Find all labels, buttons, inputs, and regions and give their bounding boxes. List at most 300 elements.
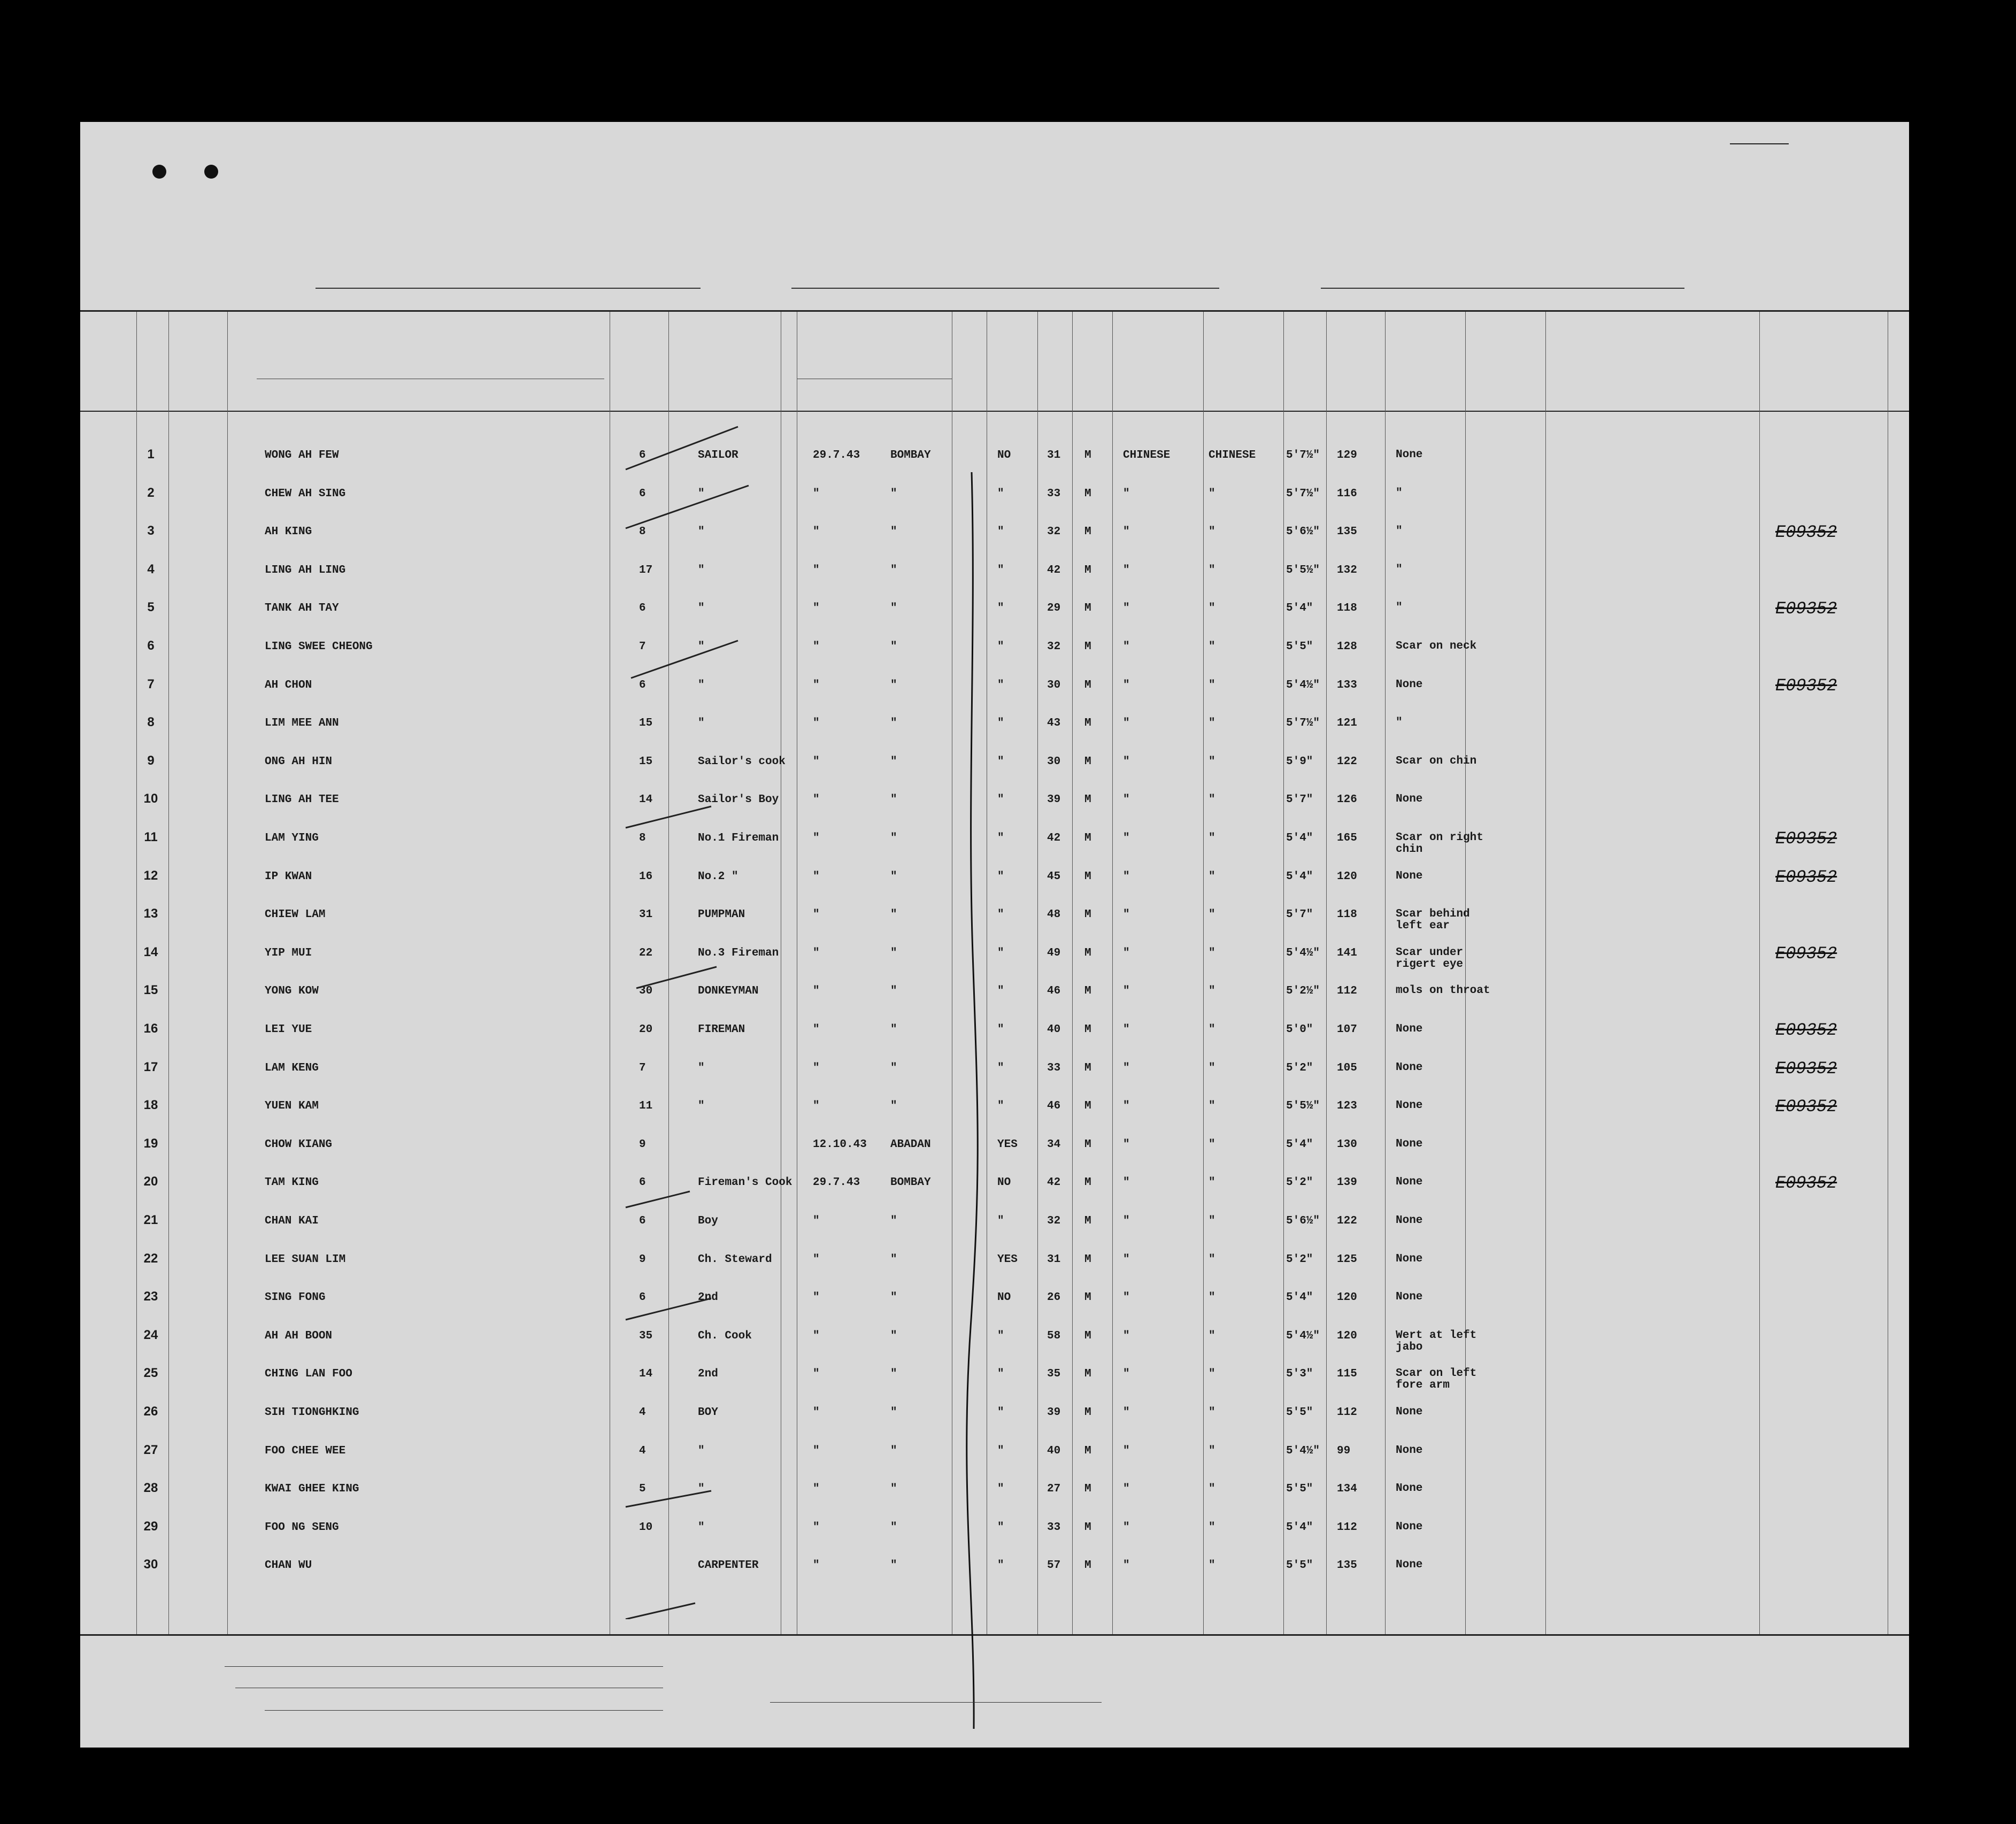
cell-service: 4 <box>639 1406 646 1419</box>
cell-position: SAILOR <box>698 449 738 461</box>
cell-height: 5'0" <box>1286 1023 1313 1036</box>
row-number: 9 <box>147 753 155 768</box>
row-number: 14 <box>143 944 158 959</box>
cell-race: " <box>1123 1023 1130 1036</box>
cell-race: " <box>1123 602 1130 615</box>
cell-height: 5'5½" <box>1286 564 1320 576</box>
column-rule <box>227 312 228 1634</box>
cell-name: CHEW AH SING <box>265 487 346 500</box>
cell-height: 5'4½" <box>1286 946 1320 959</box>
cell-nationality: " <box>1209 832 1215 844</box>
year-underline <box>1160 288 1182 289</box>
cell-nationality: " <box>1209 1100 1215 1113</box>
row-number: 25 <box>143 1366 158 1381</box>
cell-race: " <box>1123 1061 1130 1074</box>
row-number: 4 <box>147 561 155 576</box>
cell-age: 49 <box>1047 946 1061 959</box>
cell-when: 29.7.43 <box>813 449 860 461</box>
cell-race: " <box>1123 832 1130 844</box>
cell-position: Sailor's Boy <box>698 794 779 806</box>
cell-remarks-crossed: E09352 <box>1775 829 1837 849</box>
cell-age: 43 <box>1047 717 1061 730</box>
cell-age: 39 <box>1047 1406 1061 1419</box>
cell-age: 39 <box>1047 794 1061 806</box>
column-rule <box>1326 312 1327 1634</box>
cell-sex: M <box>1084 487 1091 500</box>
cell-read: " <box>997 1559 1004 1572</box>
cell-height: 5'2" <box>1286 1061 1313 1074</box>
cell-when: " <box>813 526 820 538</box>
cell-nationality: " <box>1209 985 1215 998</box>
cell-name: FOO CHEE WEE <box>265 1444 346 1457</box>
cell-age: 31 <box>1047 449 1061 461</box>
cell-race: " <box>1123 641 1130 653</box>
cell-position: PUMPMAN <box>698 909 745 921</box>
cell-where: BOMBAY <box>890 1176 931 1189</box>
cell-age: 46 <box>1047 985 1061 998</box>
row-number: 7 <box>147 676 155 691</box>
cell-nationality: " <box>1209 755 1215 768</box>
cell-race: " <box>1123 909 1130 921</box>
cell-nationality: " <box>1209 1406 1215 1419</box>
cell-where: " <box>890 1100 897 1113</box>
cell-weight: 130 <box>1337 1138 1357 1151</box>
cell-weight: 107 <box>1337 1023 1357 1036</box>
cell-when: " <box>813 1291 820 1304</box>
cell-when: " <box>813 1215 820 1227</box>
cell-sex: M <box>1084 832 1091 844</box>
cell-height: 5'4½" <box>1286 1444 1320 1457</box>
cell-where: " <box>890 641 897 653</box>
cell-service: 14 <box>639 794 653 806</box>
row-number: 30 <box>143 1557 158 1572</box>
cell-race: " <box>1123 1291 1130 1304</box>
row-number: 22 <box>143 1251 158 1266</box>
cell-sex: M <box>1084 1176 1091 1189</box>
cell-sex: M <box>1084 1521 1091 1534</box>
cell-age: 45 <box>1047 870 1061 883</box>
cell-marks: Scar on right chin <box>1396 832 1483 856</box>
cell-remarks-crossed: E09352 <box>1775 1058 1837 1079</box>
cell-service: 5 <box>639 1483 646 1496</box>
cell-weight: 132 <box>1337 564 1357 576</box>
cell-weight: 141 <box>1337 946 1357 959</box>
cell-when: " <box>813 1368 820 1381</box>
row-number: 20 <box>143 1174 158 1189</box>
cell-height: 5'5" <box>1286 1483 1313 1496</box>
cell-service: 14 <box>639 1368 653 1381</box>
cell-sex: M <box>1084 1483 1091 1496</box>
cell-service: 20 <box>639 1023 653 1036</box>
cell-when: " <box>813 1483 820 1496</box>
cell-race: " <box>1123 1444 1130 1457</box>
cell-read: " <box>997 1329 1004 1342</box>
cell-read: " <box>997 870 1004 883</box>
cell-name: LIM MEE ANN <box>265 717 339 730</box>
cell-read: " <box>997 564 1004 576</box>
cell-position: CARPENTER <box>698 1559 759 1572</box>
cell-sex: M <box>1084 946 1091 959</box>
cell-service: 8 <box>639 832 646 844</box>
cell-height: 5'7" <box>1286 794 1313 806</box>
cell-position: 2nd <box>698 1368 718 1381</box>
cell-service: 6 <box>639 679 646 691</box>
cell-race: " <box>1123 1559 1130 1572</box>
cell-marks: None <box>1396 678 1423 691</box>
cell-read: " <box>997 1368 1004 1381</box>
cell-weight: 120 <box>1337 1291 1357 1304</box>
cell-weight: 135 <box>1337 1559 1357 1572</box>
cell-race: " <box>1123 679 1130 691</box>
cell-when: " <box>813 985 820 998</box>
cell-read: " <box>997 1521 1004 1534</box>
cell-position: " <box>698 1483 705 1496</box>
cell-race: " <box>1123 1329 1130 1342</box>
cell-service: 6 <box>639 449 646 461</box>
cell-name: CHING LAN FOO <box>265 1368 352 1381</box>
cell-race: " <box>1123 1215 1130 1227</box>
cell-where: " <box>890 1559 897 1572</box>
cell-service: 4 <box>639 1444 646 1457</box>
cell-marks: " <box>1396 717 1403 729</box>
cell-position: 2nd <box>698 1291 718 1304</box>
cell-sex: M <box>1084 679 1091 691</box>
cell-when: " <box>813 794 820 806</box>
cell-height: 5'7½" <box>1286 717 1320 730</box>
cell-race: " <box>1123 1253 1130 1266</box>
cell-service: 9 <box>639 1253 646 1266</box>
cell-name: CHIEW LAM <box>265 909 326 921</box>
cell-read: NO <box>997 449 1011 461</box>
cell-marks: None <box>1396 1252 1423 1265</box>
cell-nationality: " <box>1209 1521 1215 1534</box>
row-number: 3 <box>147 524 155 538</box>
cell-nationality: " <box>1209 602 1215 615</box>
cell-where: " <box>890 526 897 538</box>
column-rule <box>1545 312 1546 1634</box>
cell-weight: 139 <box>1337 1176 1357 1189</box>
cell-name: KWAI GHEE KING <box>265 1483 359 1496</box>
cell-where: " <box>890 832 897 844</box>
row-number: 15 <box>143 983 158 998</box>
cell-race: " <box>1123 755 1130 768</box>
cell-when: " <box>813 755 820 768</box>
cell-nationality: " <box>1209 946 1215 959</box>
cell-nationality: " <box>1209 717 1215 730</box>
cell-where: " <box>890 1253 897 1266</box>
cell-position: No.1 Fireman <box>698 832 779 844</box>
vessel-underline <box>316 288 701 289</box>
cell-nationality: " <box>1209 641 1215 653</box>
row-number: 16 <box>143 1021 158 1036</box>
cell-sex: M <box>1084 449 1091 461</box>
cell-marks: None <box>1396 1214 1423 1227</box>
cell-nationality: " <box>1209 1368 1215 1381</box>
cell-read: " <box>997 602 1004 615</box>
cell-when: " <box>813 487 820 500</box>
cell-height: 5'7½" <box>1286 449 1320 461</box>
cell-read: " <box>997 1444 1004 1457</box>
cell-age: 33 <box>1047 487 1061 500</box>
cell-marks: None <box>1396 1559 1423 1572</box>
cell-read: YES <box>997 1253 1018 1266</box>
cell-age: 34 <box>1047 1138 1061 1151</box>
cell-position: " <box>698 641 705 653</box>
cell-service: 6 <box>639 1176 646 1189</box>
cell-where: " <box>890 1406 897 1419</box>
cell-sex: M <box>1084 564 1091 576</box>
column-rule <box>1759 312 1760 1634</box>
cell-height: 5'2½" <box>1286 985 1320 998</box>
cell-remarks-crossed: E09352 <box>1775 1020 1837 1040</box>
cell-when: " <box>813 679 820 691</box>
cell-height: 5'5" <box>1286 1559 1313 1572</box>
cell-where: ABADAN <box>890 1138 931 1151</box>
cell-name: WONG AH FEW <box>265 449 339 461</box>
cell-marks: Scar on neck <box>1396 640 1477 652</box>
cell-age: 30 <box>1047 755 1061 768</box>
discharged-stroke <box>965 472 987 1729</box>
row-number: 26 <box>143 1404 158 1419</box>
cell-sex: M <box>1084 1253 1091 1266</box>
cell-age: 29 <box>1047 602 1061 615</box>
cell-weight: 120 <box>1337 1329 1357 1342</box>
cell-age: 42 <box>1047 832 1061 844</box>
cell-name: YONG KOW <box>265 985 319 998</box>
cell-age: 35 <box>1047 1368 1061 1381</box>
cell-where: " <box>890 1061 897 1074</box>
cell-sex: M <box>1084 985 1091 998</box>
cell-nationality: " <box>1209 1061 1215 1074</box>
cell-position: " <box>698 602 705 615</box>
cell-where: " <box>890 1329 897 1342</box>
cell-height: 5'4" <box>1286 1521 1313 1534</box>
column-rule <box>1283 312 1284 1634</box>
cell-race: " <box>1123 487 1130 500</box>
cell-height: 5'4½" <box>1286 679 1320 691</box>
cell-weight: 125 <box>1337 1253 1357 1266</box>
cell-height: 5'6½" <box>1286 1215 1320 1227</box>
cell-weight: 133 <box>1337 679 1357 691</box>
cell-name: CHAN WU <box>265 1559 312 1572</box>
row-number: 17 <box>143 1059 158 1074</box>
row-number: 13 <box>143 906 158 921</box>
cell-read: " <box>997 794 1004 806</box>
column-rule <box>1465 312 1466 1634</box>
cell-read: " <box>997 985 1004 998</box>
cell-marks: None <box>1396 1406 1423 1418</box>
cell-when: " <box>813 1521 820 1534</box>
cell-race: " <box>1123 870 1130 883</box>
cell-where: " <box>890 1483 897 1496</box>
cell-when: " <box>813 1559 820 1572</box>
cell-service: 35 <box>639 1329 653 1342</box>
cell-nationality: " <box>1209 794 1215 806</box>
cell-service: 6 <box>639 1215 646 1227</box>
cell-service: 16 <box>639 870 653 883</box>
header-bottom-rule <box>80 411 1909 412</box>
cell-age: 30 <box>1047 679 1061 691</box>
cell-sex: M <box>1084 526 1091 538</box>
cell-height: 5'4" <box>1286 832 1313 844</box>
cell-race: " <box>1123 1483 1130 1496</box>
cell-name: LING AH LING <box>265 564 346 576</box>
cell-weight: 112 <box>1337 985 1357 998</box>
cell-where: " <box>890 717 897 730</box>
cell-marks: None <box>1396 1061 1423 1074</box>
cell-weight: 120 <box>1337 870 1357 883</box>
cell-marks: None <box>1396 1176 1423 1189</box>
cell-position: Boy <box>698 1215 718 1227</box>
cell-weight: 112 <box>1337 1521 1357 1534</box>
cell-weight: 99 <box>1337 1444 1351 1457</box>
cell-weight: 118 <box>1337 602 1357 615</box>
cell-weight: 126 <box>1337 794 1357 806</box>
row-number: 19 <box>143 1136 158 1151</box>
cell-position: " <box>698 1444 705 1457</box>
cell-read: NO <box>997 1176 1011 1189</box>
cell-nationality: " <box>1209 1291 1215 1304</box>
cell-name: LAM KENG <box>265 1061 319 1074</box>
row-number: 21 <box>143 1213 158 1227</box>
cell-where: " <box>890 985 897 998</box>
cell-read: " <box>997 1483 1004 1496</box>
binder-hole <box>204 165 218 179</box>
cell-read: NO <box>997 1291 1011 1304</box>
cell-sex: M <box>1084 794 1091 806</box>
cell-name: IP KWAN <box>265 870 312 883</box>
cell-service: 6 <box>639 1291 646 1304</box>
row-number: 2 <box>147 485 155 500</box>
cell-read: " <box>997 909 1004 921</box>
cell-when: " <box>813 1253 820 1266</box>
signature-underline <box>770 1702 1102 1703</box>
cell-service: 6 <box>639 602 646 615</box>
cell-remarks-crossed: E09352 <box>1775 1173 1837 1194</box>
cell-height: 5'4" <box>1286 870 1313 883</box>
cell-marks: Scar under rigert eye <box>1396 946 1464 971</box>
cell-height: 5'4" <box>1286 1291 1313 1304</box>
cell-age: 46 <box>1047 1100 1061 1113</box>
cell-marks: mols on throat <box>1396 984 1490 997</box>
cell-marks: None <box>1396 1291 1423 1304</box>
cell-service: 11 <box>639 1100 653 1113</box>
line-underline <box>225 1666 663 1667</box>
cell-marks: None <box>1396 1482 1423 1495</box>
cell-marks: Scar on chin <box>1396 755 1477 767</box>
cell-height: 5'2" <box>1286 1176 1313 1189</box>
cell-name: SING FONG <box>265 1291 326 1304</box>
cell-name: ONG AH HIN <box>265 755 333 768</box>
cell-read: " <box>997 1100 1004 1113</box>
cell-nationality: " <box>1209 526 1215 538</box>
row-number: 10 <box>143 791 158 806</box>
cell-sex: M <box>1084 1100 1091 1113</box>
cell-position: " <box>698 1521 705 1534</box>
cell-race: " <box>1123 1138 1130 1151</box>
cell-position: " <box>698 564 705 576</box>
cell-age: 33 <box>1047 1521 1061 1534</box>
cell-nationality: " <box>1209 1483 1215 1496</box>
cell-sex: M <box>1084 1061 1091 1074</box>
cell-height: 5'6½" <box>1286 526 1320 538</box>
cell-service: 17 <box>639 564 653 576</box>
arriving-underline <box>791 288 1219 289</box>
cell-age: 48 <box>1047 909 1061 921</box>
cell-service: 7 <box>639 641 646 653</box>
cell-marks: None <box>1396 1099 1423 1112</box>
cell-age: 42 <box>1047 1176 1061 1189</box>
cell-remarks-crossed: E09352 <box>1775 943 1837 964</box>
cell-read: YES <box>997 1138 1018 1151</box>
cell-marks: None <box>1396 1137 1423 1150</box>
cell-nationality: " <box>1209 1444 1215 1457</box>
cell-race: " <box>1123 1406 1130 1419</box>
cell-position: Ch. Cook <box>698 1329 752 1342</box>
cell-nationality: " <box>1209 870 1215 883</box>
cell-where: " <box>890 1368 897 1381</box>
cell-marks: Scar behind left ear <box>1396 908 1470 933</box>
cell-sex: M <box>1084 602 1091 615</box>
cell-sex: M <box>1084 1023 1091 1036</box>
cell-when: " <box>813 946 820 959</box>
cell-position: Fireman's Cook <box>698 1176 792 1189</box>
cell-when: " <box>813 1023 820 1036</box>
cell-name: LEE SUAN LIM <box>265 1253 346 1266</box>
cell-position: " <box>698 679 705 691</box>
cell-where: " <box>890 602 897 615</box>
column-rule <box>168 312 169 1634</box>
cell-when: " <box>813 717 820 730</box>
cell-name: LING SWEE CHEONG <box>265 641 373 653</box>
cell-sex: M <box>1084 1291 1091 1304</box>
cell-when: " <box>813 909 820 921</box>
row-number: 27 <box>143 1442 158 1457</box>
cell-nationality: " <box>1209 1253 1215 1266</box>
cell-read: " <box>997 641 1004 653</box>
cell-sex: M <box>1084 641 1091 653</box>
cell-name: AH KING <box>265 526 312 538</box>
cell-height: 5'4" <box>1286 1138 1313 1151</box>
cell-race: " <box>1123 1368 1130 1381</box>
table-top-rule <box>80 310 1909 312</box>
cell-when: " <box>813 641 820 653</box>
cell-age: 26 <box>1047 1291 1061 1304</box>
cell-sex: M <box>1084 1215 1091 1227</box>
cell-nationality: " <box>1209 909 1215 921</box>
cell-where: " <box>890 1291 897 1304</box>
cell-sex: M <box>1084 1138 1091 1151</box>
cell-when: " <box>813 870 820 883</box>
cell-service: 15 <box>639 717 653 730</box>
from-port-underline <box>1321 288 1684 289</box>
cell-height: 5'5" <box>1286 1406 1313 1419</box>
cell-marks: None <box>1396 1444 1423 1457</box>
cell-sex: M <box>1084 909 1091 921</box>
cell-height: 5'4½" <box>1286 1329 1320 1342</box>
cell-nationality: " <box>1209 1559 1215 1572</box>
cell-where: " <box>890 870 897 883</box>
cell-read: " <box>997 679 1004 691</box>
cell-name: AH AH BOON <box>265 1329 333 1342</box>
cell-name: SIH TIONGHKING <box>265 1406 359 1419</box>
cell-when: " <box>813 1100 820 1113</box>
cell-service: 9 <box>639 1138 646 1151</box>
cell-race: CHINESE <box>1123 449 1171 461</box>
column-rule <box>1203 312 1204 1634</box>
cell-position: No.3 Fireman <box>698 946 779 959</box>
table-bottom-rule <box>80 1634 1909 1636</box>
